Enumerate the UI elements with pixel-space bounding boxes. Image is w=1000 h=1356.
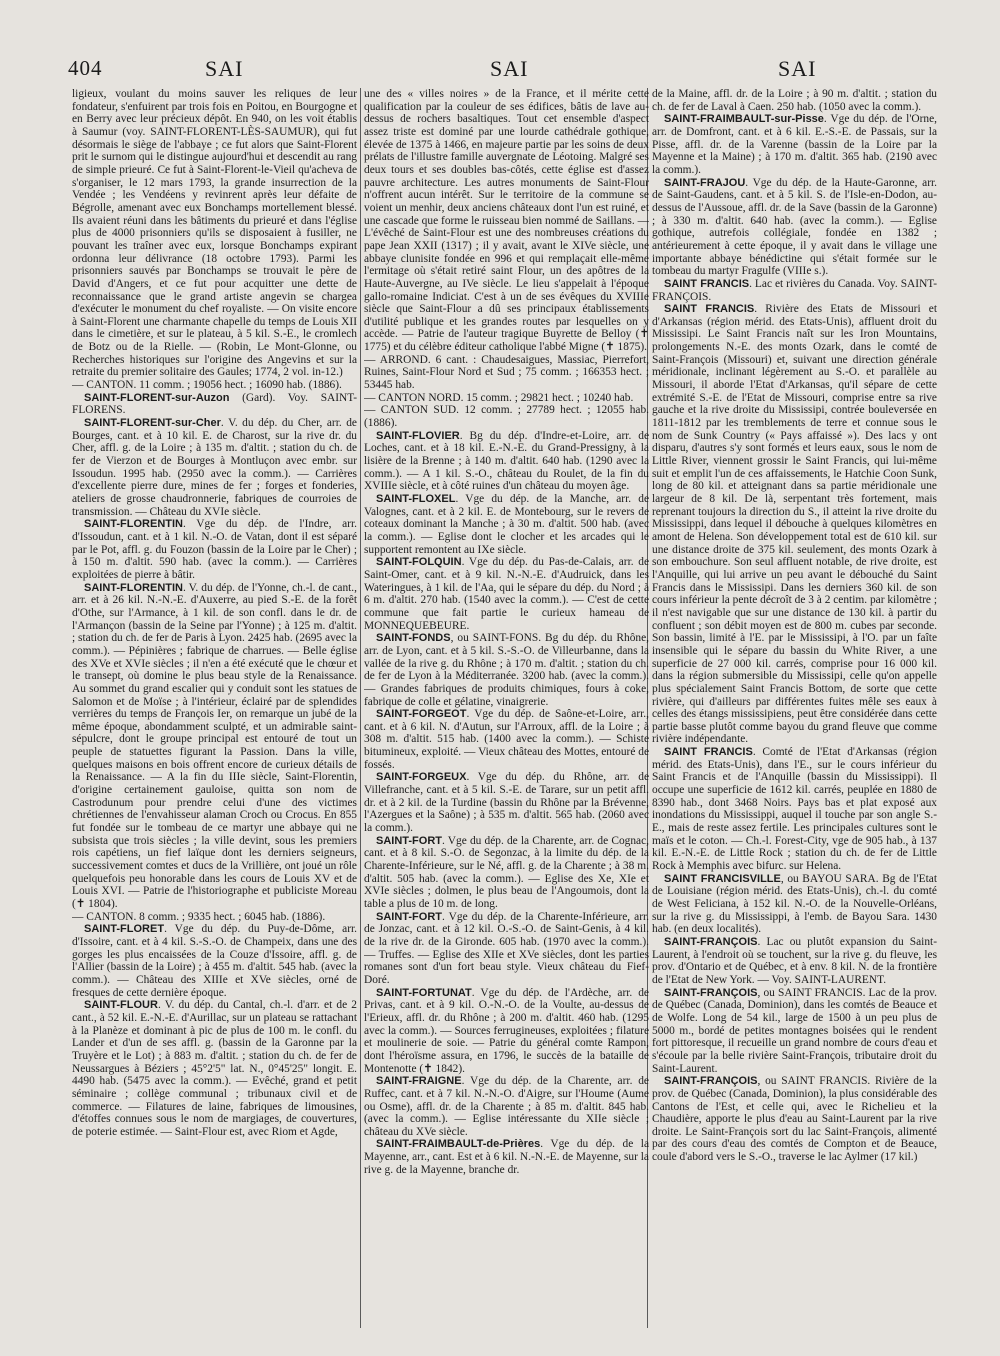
entry-headword: SAINT FRANCIS — [664, 303, 755, 316]
dictionary-entry — [364, 88, 649, 354]
entry-headword: SAINT-FRAJOU — [664, 176, 746, 189]
entry-headword: SAINT-FOLQUIN — [376, 556, 462, 569]
entry-headword: SAINT-FLOXEL — [376, 493, 456, 505]
dictionary-entry — [652, 177, 937, 278]
entry-text: — CANTON. 8 comm. ; 9335 hect. ; 6045 hab. (1886). — [72, 910, 326, 923]
dictionary-entry — [364, 911, 649, 987]
dictionary-entry — [72, 911, 357, 924]
dictionary-entry — [652, 746, 937, 873]
dictionary-entry — [72, 88, 357, 379]
dictionary-entry — [364, 404, 649, 429]
dictionary-entry — [364, 430, 649, 493]
entry-text: , ou SAINT FRANCIS. Rivière de la prov. de Québec (Canada, Dominion), la plus considérable des Cantons de l'Est, et celle qui, avec le Richelieu et la Chaudière, apporte le plus d'eau au Saint-Laurent par la rive droite. Le Saint-François sort du lac Saint-François, alimenté par des cours d'eau des comtés de Compton et de Beauce, coule d'abord vers le S.-O., traverse le lac Aylmer (17 kil.) — [652, 1075, 937, 1164]
entry-headword: SAINT-FORTUNAT — [376, 986, 472, 999]
dictionary-entry — [364, 1075, 649, 1138]
entry-headword: SAINT FRANCIS — [664, 746, 753, 759]
entry-headword: SAINT-FORT — [376, 834, 442, 847]
dictionary-entry — [364, 354, 649, 392]
entry-headword: SAINT-FRAIMBAULT-sur-Pisse — [664, 113, 824, 126]
entry-headword: SAINT-FONDS — [376, 632, 451, 645]
dictionary-entry — [652, 936, 937, 987]
entry-text: . Vge du dép. de la Mayenne, arr., cant. Est et à 6 kil. N.-N.-E. de Mayenne, sur la rive g. de la Mayenne, branche dr. — [364, 1138, 649, 1176]
dictionary-entry — [364, 632, 649, 708]
entry-text: . Vge du dép. de la Charente-Inférieure, arr. de Jonzac, cant. et à 12 kil. O.-S.-O. de Saint-Genis, à 4 kil. de la rive dr. de la Gironde. 605 hab. (1970 avec la comm.). — Truffes. — Eglise des XIIe et XVe siècles, dont les parties romanes sont d'un fort beau style. Vieux château du Fief-Doré. — [364, 910, 649, 986]
entry-text: . Vge du dép. de l'Orne, arr. de Domfront, cant. et à 6 kil. E.-S.-E. de Passais, sur la Pisse, affl. dr. de la Varenne (bassin de la Loire par la Mayenne et la Maine) ; à 170 m. d'altit. 365 hab. (2190 avec la comm.). — [652, 113, 937, 176]
entry-text: . Vge du dép. de la Charente, arr. de Ruffec, cant. et à 7 kil. N.-N.-O. d'Aigre, sur l'Houme (Aume ou Osme), affl. dr. de la Charente ; à 85 m. d'altit. 845 hab. (avec la comm.). — Eglise intéressante du XIIe siècle ; château du XVe siècle. — [364, 1075, 649, 1138]
entry-text: , ou BAYOU SARA. Bg de l'Etat de Louisiane (région mérid. des Etats-Unis), ch.-l. du comté de West Feliciana, à 152 kil. N.-O. de la Nouvelle-Orléans, sur la rive g. du Mississippi, à l'emb. de Bayou Sara. 1430 hab. (en deux localités). — [652, 872, 937, 936]
dictionary-entry — [72, 392, 357, 417]
entry-text: . Lac ou plutôt expansion du Saint-Laurent, à l'endroit où se touchent, sur la rive g. du fleuve, les prov. d'Ontario et de Québec, et à env. 8 kil. N. de la frontière de l'Etat de New York. — Voy. SAINT-LAURENT. — [652, 935, 937, 986]
entry-text: . Bg du dép. d'Indre-et-Loire, arr. de Loches, cant. et à 18 kil. E.-N.-E. du Grand-Pressigny, à la lisière de la Brenne ; à 140 m. d'altit. 640 hab. (1290 avec la comm.). — A 1 kil. S.-O., château du Roulet, de la fin du XVIIIe siècle, et à côté ruines d'un château du moyen âge. — [364, 429, 649, 493]
entry-headword: SAINT-FRAIMBAULT-de-Prières — [376, 1138, 541, 1151]
entry-text: de la Maine, affl. dr. de la Loire ; à 90 m. d'altit. ; station du ch. de fer de Laval à Caen. 250 hab. (1050 avec la comm.). — [652, 88, 937, 113]
entry-text: . Vge du dép. de la Haute-Garonne, arr. de Saint-Gaudens, cant. et à 5 kil. S. de l'Isle-en-Dodon, au-dessus de l'Aussoue, affl. dr. de la Save (bassin de la Garonne) ; à 330 m. d'altit. 640 hab. (avec la comm.). — Eglise gothique, autrefois collégiale, fondée en 1382 ; antérieurement à cette époque, il y avait dans le village une importante abbaye bénédictine qui s'était formée sur le tombeau du martyr Fragulfe (VIIIe s.). — [652, 176, 937, 278]
entry-headword: SAINT-FLORENTIN — [84, 518, 183, 531]
dictionary-entry — [652, 113, 937, 176]
text-column-3 — [652, 88, 937, 1328]
dictionary-entry — [364, 392, 649, 405]
dictionary-entry — [364, 556, 649, 632]
entry-headword: SAINT-FORGEOT — [376, 708, 467, 721]
dictionary-entry — [364, 708, 649, 771]
entry-text: , ou SAINT-FONS. Bg du dép. du Rhône, arr. de Lyon, cant. et à 5 kil. S.-S.-O. de Villeurbanne, dans la vallée de la rive g. du Rhône ; à 170 m. d'altit. ; station du ch. de fer de Lyon à la Méditerranée. 3200 hab. (avec la comm.). — Grandes fabriques de produits chimiques, fours à coke, fabrique de colle et gélatine, vinaigrerie. — [364, 632, 649, 708]
entry-headword: SAINT FRANCIS — [664, 277, 750, 290]
dictionary-entry — [652, 88, 937, 113]
entry-headword: SAINT-FORGEUX — [376, 771, 467, 784]
entry-text: . Vge du dép. du Rhône, arr. de Villefranche, cant. et à 5 kil. S.-E. de Tarare, sur un petit affl. dr. et à 2 kil. de la Turdine (bassin du Rhône par la Brévenne, l'Azergues et la Saône) ; à 535 m. d'altit. 565 hab. (2060 avec la comm.). — [364, 771, 649, 835]
entry-headword: SAINT-FLORET — [84, 923, 165, 936]
dictionary-entry — [364, 987, 649, 1076]
entry-text: . V. du dép. du Cher, arr. de Bourges, cant. et à 10 kil. E. de Charost, sur la rive dr. du Cher, affl. g. de la Loire ; à 135 m. d'altit. ; station du ch. de fer de Vierzon et de Bourges à Montluçon avec embr. sur Issoudun. 1995 hab. (2950 avec la comm.). — Carrières d'excellente pierre dure, mines de fer ; forges et fonderies, ateliers de grosse chaudronnerie, fabriques de courroies de transmission. — Château du XVIe siècle. — [72, 417, 357, 518]
dictionary-entry — [652, 278, 937, 303]
dictionary-entry — [652, 873, 937, 936]
dictionary-entry — [72, 417, 357, 518]
dictionary-entry — [364, 493, 649, 556]
entry-text: (Gard). Voy. SAINT-FLORENS. — [72, 391, 357, 417]
entry-text: . Rivière des Etats de Missouri et d'Arkansas (région mérid. des Etats-Unis), affluent droit du Mississipi. Le Saint Francis naît sur les Iron Mountains, prolongements N.-E. des monts Ozark, dans le comté de Saint-François (Missouri) et, suivant une direction générale méridionale, inclinant légèrement au S.-O. et parallèle au Missouri, il aborde l'Etat d'Arkansas, qu'il sépare de cette extrémité S.-E. de l'Etat de Missouri, comprise entre sa rive gauche et la rive droite du Mississipi, contrée bouleversée en 1811-1812 par les tremblements de terre et connue sous le nom de Sunk Country (« Pays affaissé »). Des lacs y ont disparu, d'autres s'y sont formés et leurs eaux, sous le nom de Little River, viennent grossir le Saint Francis, qui lui-même suit et emplit l'un de ces affaissements, le Hatchie Coon Sunk, long de 80 kil. et atteignant dans sa partie méridionale une largeur de 8 kil. De là, serpentant très fortement, mais reprenant toujours la direction du S., il atteint la rive droite du Mississippi, dans lequel il débouche à quelques kilomètres en amont de Helena. Son développement total est de 610 kil. sur une distance droite de 375 kil. seulement, des monts Ozark à son embouchure. Son seul affluent notable, de rive droite, est l'Anquille, qui lui arrive un peu avant le débouché du Saint Francis dans le Mississipi. Dans les derniers 360 kil. de son cours inférieur la pente décroît de 3 à 2 centim. par kilomètre ; il n'est navigable que sur une distance de 130 kil. à partir du confluent ; son débit moyen est de 800 m. cubes par seconde. Son bassin, limité à l'E. par le Mississipi, à l'O. par un faîte insensible qui le sépare du bassin du White River, a une superficie de 27 000 kil. carrés, comprise pour 16 000 kil. dans la région submersible du Mississipi, celle qu'on appelle plus spécialement Saint Francis Bottom, de sorte que cette rivière, qui d'ailleurs par différentes fuites mêle ses eaux à celles des étangs mississipiens, peut être considérée dans cette partie basse plutôt comme bayou du grand fleuve que comme rivière indépendante. — [652, 303, 937, 746]
entry-text: . Vge du dép. de Saône-et-Loire, arr., cant. et à 6 kil. N. d'Autun, sur l'Arroux, affl. de la Loire ; à 308 m. d'altit. 515 hab. (1400 avec la comm.). — Schiste bitumineux, exploité. — Vieux château des Mottes, entouré de fossés. — [364, 708, 649, 771]
entry-text: une des « villes noires » de la France, et il mérite cette qualification par la couleur de ses édifices, bâtis de lave au-dessus de rochers basaltiques. Tout cet ensemble d'aspect assez triste est dominé par une lourde cathédrale gothique, élevée de 1375 à 1466, en majeure partie par les soins de deux prélats de l'illustre famille auvergnate de Léotoing. Malgré ses deux tours et ses doubles bas-côtés, cette église est d'assez pauvre architecture. Les autres monuments de Saint-Flour n'offrent aucun intérêt. Sur le territoire de la commune se voient un menhir, deux anciens châteaux dont l'un est ruiné, et une cascade que forme le ruisseau bien nommé de Saillans. — L'évêché de Saint-Flour est une des nombreuses créations du pape Jean XXII (1317) ; il y avait, avant le XIVe siècle, une abbaye clunisite fondée en 996 et qui remplaçait elle-même l'ermitage où s'était retiré saint Flour, un des apôtres de la Haute-Auvergne, au IVe siècle. Le lieu s'appelait à l'époque gallo-romaine Indiciat. C'est à un de ses évêques du XVIIIe siècle que Saint-Flour a dû ses principaux établissements d'utilité publique et les grandes routes par lesquelles on y accède. — Patrie de l'auteur tragique Buyrette de Belloy (✝ 1775) et du célèbre éditeur catholique l'abbé Migne (✝ 1875). — [364, 88, 649, 354]
entry-text: ligieux, voulant du moins sauver les reliques de leur fondateur, s'enfuirent par trois fois en Poitou, en Bourgogne et en Berry avec leur précieux dépôt. En 940, on les voit établis à Saumur (voy. SAINT-FLORENT-LÈS-SAUMUR), qui fut désormais le siège de l'abbaye ; ce fut alors que Saint-Florent prit le surnom qui le distingue aujourd'hui et descendit au rang de simple prieuré. Ce fut à Saint-Florent-le-Vieil qu'acheva de s'organiser, le 12 mars 1793, la grande insurrection de la Vendée ; les Vendéens y revinrent après leur défaite de Bégrolle, amenant avec eux Bonchamps mortellement blessé. Ils avaient réuni dans les bâtiments du prieuré et dans l'église plus de 4000 prisonniers qu'ils se disposaient à fusiller, ne pouvant les traîner avec eux, lorsque Bonchamps expirant ordonna leur délivrance (18 octobre 1793). Parmi les prisonniers sauvés par Bonchamps se trouvait le père de David d'Angers, et ce fut pour acquitter une dette de reconnaissance que le grand artiste angevin se chargea d'exécuter le monument du chef royaliste. — On visite encore à Saint-Florent une charmante chapelle du temps de Louis XII dans le cimetière, et sur le plateau, à 5 kil. S.-E., le cromlech de Botz ou de la Rielle. — (Robin, Le Mont-Glonne, ou Recherches historiques sur l'origine des Angevins et sur la retraite du premier solitaire des Gaules; 1774, 2 vol. in-12.) — [72, 88, 357, 379]
entry-text: , ou SAINT FRANCIS. Lac de la prov. de Québec (Canada, Dominion), dans les comtés de Beauce et de Wolfe. Long de 54 kil., large de 1500 à un peu plus de 5000 m., bordé de petites montagnes boisées qui le rendent fort pittoresque, il recueille un grand nombre de cours d'eau et s'écoule par la belle rivière Saint-François, tributaire droit du Saint-Laurent. — [652, 986, 937, 1075]
entry-text: . Vge du dép. de la Manche, arr. de Valognes, cant. et à 2 kil. E. de Montebourg, sur le revers de coteaux dominant la Manche ; à 30 m. d'altit. 500 hab. (avec la comm.). — Eglise dont le clocher et les arcades qui le supportent remontent au IXe siècle. — [364, 493, 649, 556]
entry-headword: SAINT FRANCISVILLE — [664, 872, 781, 885]
running-head-left: SAI — [205, 56, 244, 81]
dictionary-entry — [72, 518, 357, 581]
dictionary-entry — [364, 835, 649, 911]
dictionary-entry — [364, 1138, 649, 1176]
entry-text: — CANTON SUD. 12 comm. ; 27789 hect. ; 12055 hab. (1886). — [364, 404, 649, 430]
dictionary-entry — [652, 987, 937, 1076]
entry-text: . Vge du dép. du Puy-de-Dôme, arr. d'Issoire, cant. et à 4 kil. S.-S.-O. de Champeix, dans une des gorges les plus encaissées de la Couze d'Issoire, affl. g. de l'Allier (bassin de la Loire) ; à 455 m. d'altit. 545 hab. (avec la comm.). — Château des XIIIe et XVe siècles, orné de fresques de cette dernière époque. — [72, 923, 357, 999]
entry-headword: SAINT-FLOVIER — [376, 429, 460, 442]
entry-headword: SAINT-FLORENT-sur-Cher — [84, 417, 221, 430]
entry-headword: SAINT-FRANÇOIS — [664, 1075, 758, 1088]
entry-text: — CANTON. 11 comm. ; 19056 hect. ; 16090 hab. (1886). — [72, 379, 342, 392]
running-head-center: SAI — [490, 56, 529, 81]
dictionary-entry — [652, 1075, 937, 1164]
entry-headword: SAINT-FRANÇOIS — [664, 935, 758, 948]
text-column-2 — [364, 88, 649, 1328]
dictionary-entry — [652, 303, 937, 746]
entry-text: . Vge du dép. de la Charente, arr. de Cognac, cant. et à 8 kil. S.-O. de Segonzac, à la limite du dép. de la Charente-Inférieure, sur le Né, affl. g. de la Charente ; à 38 m. d'altit. 505 hab. (avec la comm.). — Eglise des Xe, XIe et XVIe siècles ; dolmen, le plus beau de l'Angoumois, dont la table a plus de 10 m. de long. — [364, 834, 649, 910]
text-column-1 — [72, 88, 357, 1328]
column-divider — [360, 88, 361, 1328]
dictionary-entry — [364, 771, 649, 834]
entry-headword: SAINT-FRAIGNE — [376, 1075, 462, 1088]
entry-text: . Comté de l'Etat d'Arkansas (région mérid. des Etats-Unis), dans l'E., sur le cours inférieur du Saint Francis et de l'Anquille (bassin du Mississippi). Il occupe une superficie de 1612 kil. carrés, peuplée en 1880 de 8390 hab., dont 3468 Noirs. Pays bas et plat exposé aux inondations du Mississippi, auquel il touche par son angle S.-E., mais de reste assez fertile. Les principales cultures sont le maïs et le coton. — Ch.-l. Forest-City, vge de 905 hab., à 137 kil. E.-N.-E. de Little Rock ; station du ch. de fer de Little Rock à Memphis avec bifurc. sur Helena. — [652, 746, 937, 873]
entry-headword: SAINT-FLORENTIN — [84, 581, 183, 594]
entry-text: . Vge du dép. de l'Indre, arr. d'Issoudun, cant. et à 1 kil. N.-O. de Vatan, dont il est séparé par le Pot, affl. g. du Fouzon (bassin de la Loire par le Cher) ; à 150 m. d'altit. 590 hab. (avec la comm.). — Carrières exploitées de pierre à bâtir. — [72, 518, 357, 581]
entry-headword: SAINT-FLORENT-sur-Auzon — [84, 391, 230, 404]
dictionary-entry — [72, 923, 357, 999]
entry-text: . Lac et rivières du Canada. Voy. SAINT-FRANÇOIS. — [652, 277, 937, 303]
running-head-right: SAI — [778, 56, 817, 81]
entry-text: . Vge du dép. du Pas-de-Calais, arr. de Saint-Omer, cant. et à 9 kil. N.-N.-E. d'Audruick, dans les Wateringues, à 1 kil. de l'Aa, qui le sépare du dép. du Nord ; à 6 m. d'altit. 270 hab. (1540 avec la comm.). — C'est de cette commune que fait partie le curieux hameau de MONNEQUEBEURE. — [364, 556, 649, 632]
dictionary-entry — [72, 999, 357, 1138]
entry-text: . Vge du dép. de l'Ardèche, arr. de Privas, cant. et à 9 kil. O.-N.-O. de la Voulte, au-dessus de l'Erieux, affl. dr. du Rhône ; à 200 m. d'altit. 460 hab. (1295 avec la comm.). — Sources ferrugineuses, exploitées ; filature et moulinerie de soie. — Patrie du général comte Rampon, dont l'héroïsme assura, en 1796, le succès de la bataille de Montenotte (✝ 1842). — [364, 986, 649, 1075]
entry-text: — CANTON NORD. 15 comm. ; 29821 hect. ; 10240 hab. — [364, 391, 634, 404]
dictionary-entry — [72, 379, 357, 392]
entry-headword: SAINT-FRANÇOIS — [664, 986, 758, 999]
entry-text: — ARROND. 6 cant. : Chaudesaigues, Massiac, Pierrefort, Ruines, Saint-Flour Nord et Sud ; 75 comm. ; 166353 hect. ; 53445 hab. — [364, 353, 649, 392]
entry-headword: SAINT-FLOUR — [84, 999, 158, 1012]
entry-text: . V. du dép. de l'Yonne, ch.-l. de cant., arr. et à 26 kil. N.-N.-E. d'Auxerre, au pied S.-E. de la forêt d'Othe, sur l'Armance, à 1 kil. de son confl. dans le dr. de l'Armançon (bassin de la Seine par l'Yonne) ; à 125 m. d'altit. ; station du ch. de fer de Paris à Lyon. 2425 hab. (2695 avec la comm.). — Pépinières ; fabrique de charrues. — Belle église des XVe et XVIe siècles ; il n'en a été exécuté que le chœur et le transept, où domine le plus beau style de la Renaissance. Au sommet du grand escalier qui y conduit sont les statues de Salomon et de Moïse ; à l'intérieur, éclairé par de splendides verrières du temps de François Ier, on remarque un jubé de la même époque, abondamment sculpté, et un admirable saint-sépulcre, dont le groupe principal est entouré de tout un peuple de statuettes figurant la Passion. Dans la ville, quelques maisons en bois offrent encore de curieux détails de la Renaissance. — A la fin du IIIe siècle, Saint-Florentin, d'origine certainement gauloise, quitta son nom de Castrodunum pour prendre celui d'une des victimes chrétiennes de l'envahisseur alaman Croch ou Crocus. En 855 fut fondée sur le tombeau de ce martyr une abbaye qui ne subsista que trois siècles ; la ville devint, sous les premiers rois capétiens, un fief laïque dont les derniers seigneurs, successivement comtes et ducs de la Vrillière, ont joué un rôle quelquefois peu honorable dans les cours de Louis XV et de Louis XVI. — Patrie de l'historiographe et publiciste Moreau (✝ 1804). — [72, 581, 357, 910]
entry-text: . V. du dép. du Cantal, ch.-l. d'arr. et de 2 cant., à 52 kil. E.-N.-E. d'Aurillac, sur un plateau se rattachant à la Planèze et dominant à pic de plus de 100 m. le confl. du Lander et d'un de ses affl. g. (bassin de la Garonne par la Truyère et le Lot) ; à 883 m. d'altit. ; station du ch. de fer de Neussargues à Béziers ; 45°2'5" lat. N., 0°45'25" longit. E. 4490 hab. (5475 avec la comm.). — Evêché, grand et petit séminaire ; collège communal ; tribunaux civil et de commerce. — Filatures de laine, fabriques de limousines, d'étoffes connues sous le nom de margiages, de couvertures, de poterie estimée. — Saint-Flour est, avec Riom et Agde, — [72, 999, 357, 1138]
entry-headword: SAINT-FORT — [376, 910, 442, 923]
page-number: 404 — [68, 56, 103, 80]
dictionary-entry — [72, 582, 357, 911]
